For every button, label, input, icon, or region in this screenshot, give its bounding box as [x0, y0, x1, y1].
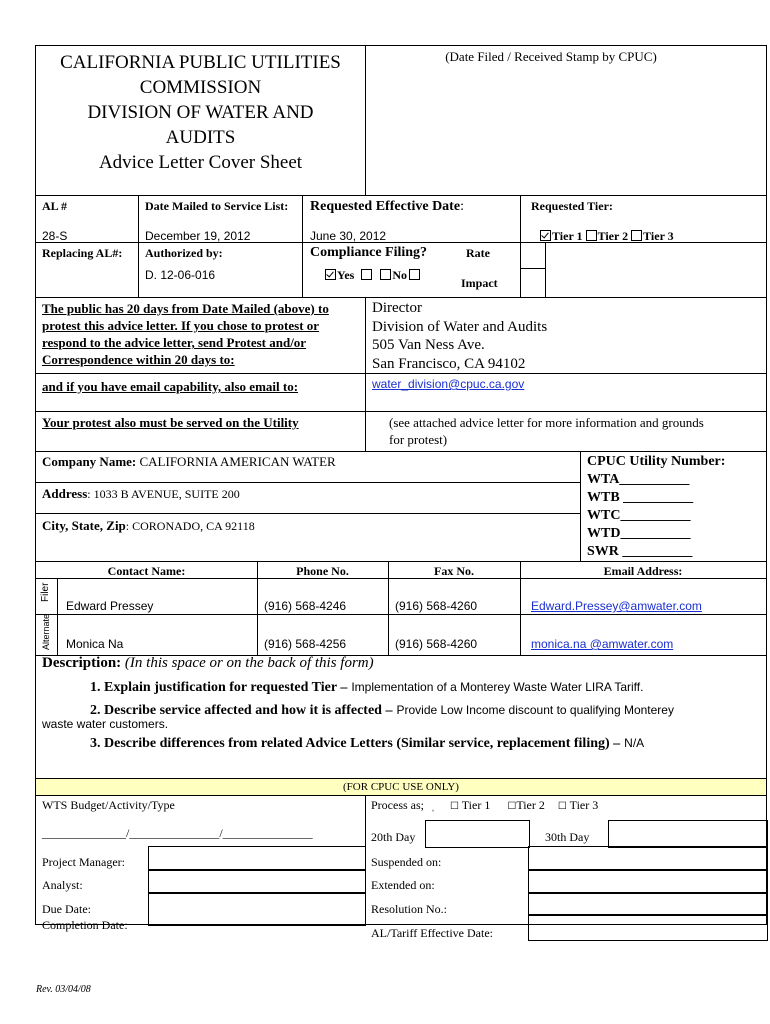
compliance-yes-checkbox[interactable]: [325, 269, 336, 280]
analyst-label: Analyst:: [42, 878, 83, 892]
wts-budget-label: WTS Budget/Activity/Type: [42, 798, 175, 812]
phone-header: Phone No.: [296, 564, 349, 578]
authorized-by-label: Authorized by:: [145, 246, 223, 260]
requested-tier-options: [540, 229, 674, 244]
header-subtitle: Advice Letter Cover Sheet: [98, 152, 303, 173]
impact-label: Impact: [461, 276, 498, 290]
item3-value: N/A: [624, 736, 645, 750]
water-division-email-link[interactable]: water_division@cpuc.ca.gov: [372, 377, 525, 391]
see-attached-line2: for protest): [389, 432, 448, 447]
tariff-effective-date-label: AL/Tariff Effective Date:: [371, 926, 493, 940]
protest-address-line4: San Francisco, CA 94102: [372, 355, 526, 372]
utility-number-wta: WTA__________: [587, 472, 690, 487]
description-item2: [90, 701, 674, 719]
filer-email-link[interactable]: Edward.Pressey@amwater.com: [531, 599, 702, 613]
tariff-effective-date-field[interactable]: [528, 914, 768, 941]
protest-notice-line3: respond to the advice letter, send Protest and/or: [42, 335, 307, 350]
header-divider: [365, 45, 366, 195]
process-tier2-box[interactable]: ☐: [507, 801, 517, 812]
thirtieth-day-label: 30th Day: [545, 830, 590, 844]
al-col-divider-3: [520, 195, 521, 242]
compliance-yes-label: Yes: [337, 268, 355, 282]
compliance-options: [325, 268, 421, 283]
effective-date-label: [310, 199, 464, 215]
completion-date-label: Completion Date:: [42, 918, 128, 932]
due-date-label: Due Date:: [42, 902, 91, 916]
alternate-phone: (916) 568-4256: [264, 637, 347, 651]
utility-number-wtb: WTB __________: [587, 490, 694, 505]
header-title-line4: AUDITS: [165, 127, 236, 148]
process-tier2-label: Tier 2: [516, 798, 545, 812]
protest-notice-line2: protest this advice letter. If you chose to protest or: [42, 318, 320, 333]
alternate-name: Monica Na: [66, 637, 124, 651]
utility-number-label: CPUC Utility Number:: [587, 454, 726, 469]
filer-phone: (916) 568-4246: [264, 599, 347, 613]
suspended-on-label: Suspended on:: [371, 855, 442, 869]
contacts-role-col: [57, 578, 58, 655]
address-label: Address: [42, 486, 88, 501]
compliance-no-checkbox-2[interactable]: [380, 269, 391, 280]
header-title-line1: CALIFORNIA PUBLIC UTILITIES: [60, 52, 341, 73]
revision-label: Rev. 03/04/08: [36, 984, 91, 995]
wts-budget-blanks: ______________/_______________/_______________: [42, 826, 313, 840]
company-city: [42, 518, 255, 534]
extended-on-label: Extended on:: [371, 878, 435, 892]
filer-fax: (916) 568-4260: [395, 599, 478, 613]
protest-address-line1: Director: [372, 300, 422, 316]
item2-label: 2. Describe service affected and how it is affected –: [90, 703, 393, 718]
al-number-label: AL #: [42, 199, 68, 213]
served-on-utility-label: Your protest also must be served on the Utility: [42, 415, 299, 430]
city-value: : CORONADO, CA 92118: [125, 519, 255, 533]
description-item3: [90, 734, 644, 752]
contact-name-header: Contact Name:: [107, 564, 186, 578]
resolution-no-field[interactable]: [528, 892, 768, 916]
twentieth-day-field[interactable]: [425, 820, 530, 848]
email-header: Email Address:: [603, 564, 683, 578]
tier3-checkbox[interactable]: [631, 230, 642, 241]
twentieth-day-label: 20th Day: [371, 830, 416, 844]
process-tier1-box[interactable]: ☐: [450, 801, 459, 812]
item1-value: Implementation of a Monterey Waste Water LIRA Tariff.: [351, 680, 644, 694]
item3-label: 3. Describe differences from related Advice Letters (Similar service, replacement filing) –: [90, 736, 621, 751]
protest-address-line2: Division of Water and Audits: [372, 318, 548, 335]
rate-inner-line: [520, 268, 545, 269]
tier1-label: Tier 1: [552, 229, 583, 243]
cpuc-use-banner: (FOR CPUC USE ONLY): [343, 781, 459, 793]
header-title-line2: COMMISSION: [139, 77, 262, 98]
due-completion-date-field[interactable]: [148, 892, 366, 926]
line-al-bottom: [35, 297, 767, 298]
company-name-value: CALIFORNIA AMERICAN WATER: [139, 454, 336, 469]
line-cpuc-top: [35, 778, 767, 779]
company-divider: [580, 451, 581, 561]
tier3-label: Tier 3: [643, 229, 674, 243]
effective-date-value: June 30, 2012: [310, 229, 387, 243]
protest-notice-line1: The public has 20 days from Date Mailed (above) to: [42, 301, 329, 316]
filer-name: Edward Pressey: [66, 599, 154, 613]
compliance-no-checkbox-1[interactable]: [361, 269, 372, 280]
city-label: City, State, Zip: [42, 518, 126, 533]
analyst-field[interactable]: [148, 869, 366, 894]
item2-value-continued: waste water customers.: [42, 717, 169, 731]
line-protest-1: [35, 373, 767, 374]
project-manager-label: Project Manager:: [42, 855, 125, 869]
al-col-divider-1: [138, 195, 139, 297]
see-attached-line1: (see attached advice letter for more information and grounds: [389, 415, 704, 430]
line-company-1: [35, 482, 580, 483]
line-contacts-row: [35, 614, 767, 615]
rate-label: Rate: [466, 246, 490, 260]
line-company-2: [35, 513, 580, 514]
alternate-role-label: Alternate: [41, 613, 51, 650]
process-as-label: Process as;: [371, 798, 424, 812]
protest-notice-line4: Correspondence within 20 days to:: [42, 352, 235, 367]
protest-address-line3: 505 Van Ness Ave.: [372, 337, 485, 353]
suspended-on-field[interactable]: [528, 846, 768, 871]
tier2-checkbox[interactable]: [586, 230, 597, 241]
process-tier3-label: Tier 3: [569, 798, 599, 812]
rate-divider-left: [520, 242, 521, 297]
filer-role-label: Filer: [40, 582, 51, 602]
line-contacts-header: [35, 578, 767, 579]
line-company-top: [35, 451, 767, 452]
project-manager-field[interactable]: [148, 846, 366, 871]
fax-header: Fax No.: [434, 564, 474, 578]
utility-number-block: [587, 453, 725, 561]
company-name: [42, 454, 336, 470]
resolution-no-label: Resolution No.:: [371, 902, 448, 916]
process-tier3-box[interactable]: ☐: [557, 801, 567, 812]
al-number-value: 28-S: [42, 229, 68, 243]
address-value: : 1033 B AVENUE, SUITE 200: [87, 487, 240, 501]
protest-address: [372, 299, 547, 373]
tier2-label: Tier 2: [597, 229, 629, 243]
compliance-no-checkbox-3[interactable]: [409, 269, 420, 280]
stamp-label: (Date Filed / Received Stamp by CPUC): [445, 49, 657, 64]
thirtieth-day-field[interactable]: [608, 820, 768, 848]
compliance-filing-label: Compliance Filing?: [310, 245, 428, 260]
header-title-block: [36, 50, 365, 175]
item1-label: 1. Explain justification for requested Tier –: [90, 680, 348, 695]
email-capability-label: and if you have email capability, also email to:: [42, 379, 299, 394]
date-mailed-value: December 19, 2012: [145, 229, 251, 243]
description-label: Description:: [42, 655, 122, 671]
line-contacts-top: [35, 561, 767, 562]
effective-date-label-text: Requested Effective Date: [310, 199, 461, 214]
item2-value: Provide Low Income discount to qualifying Monterey: [396, 703, 674, 717]
company-name-label: Company Name:: [42, 454, 137, 469]
alternate-email-link[interactable]: monica.na @amwater.com: [531, 637, 674, 651]
utility-number-wtd: WTD__________: [587, 526, 691, 541]
line-cpuc-banner-bottom: [35, 795, 767, 796]
description-hint: (In this space or on the back of this form): [124, 655, 374, 671]
al-col-divider-2: [302, 195, 303, 297]
header-title-line3: DIVISION OF WATER AND: [87, 102, 314, 123]
extended-on-field[interactable]: [528, 869, 768, 894]
frame-top: [35, 45, 767, 46]
protest-notice: [42, 300, 329, 368]
description-item1: [90, 678, 643, 696]
protest-divider: [365, 297, 366, 451]
company-address: [42, 486, 240, 502]
date-mailed-label: Date Mailed to Service List:: [145, 199, 289, 213]
process-tier1-label: Tier 1: [461, 798, 491, 812]
authorized-by-value: D. 12-06-016: [145, 268, 216, 282]
alternate-fax: (916) 568-4260: [395, 637, 478, 651]
requested-tier-label: Requested Tier:: [531, 199, 613, 213]
utility-number-swr: SWR __________: [587, 544, 693, 559]
see-attached-note: [389, 414, 704, 448]
replacing-al-label: Replacing AL#:: [42, 246, 123, 260]
tier1-checkbox[interactable]: [540, 230, 551, 241]
rate-divider-right: [545, 242, 546, 297]
description-heading: [42, 655, 374, 672]
line-header-bottom: [35, 195, 767, 196]
utility-number-wtc: WTC__________: [587, 508, 691, 523]
compliance-no-label: No: [392, 268, 408, 282]
process-tick: ˌ: [431, 798, 435, 812]
process-as-row: [371, 798, 598, 813]
frame-right: [766, 45, 767, 925]
line-protest-2: [35, 411, 767, 412]
effective-date-colon: :: [460, 199, 464, 214]
